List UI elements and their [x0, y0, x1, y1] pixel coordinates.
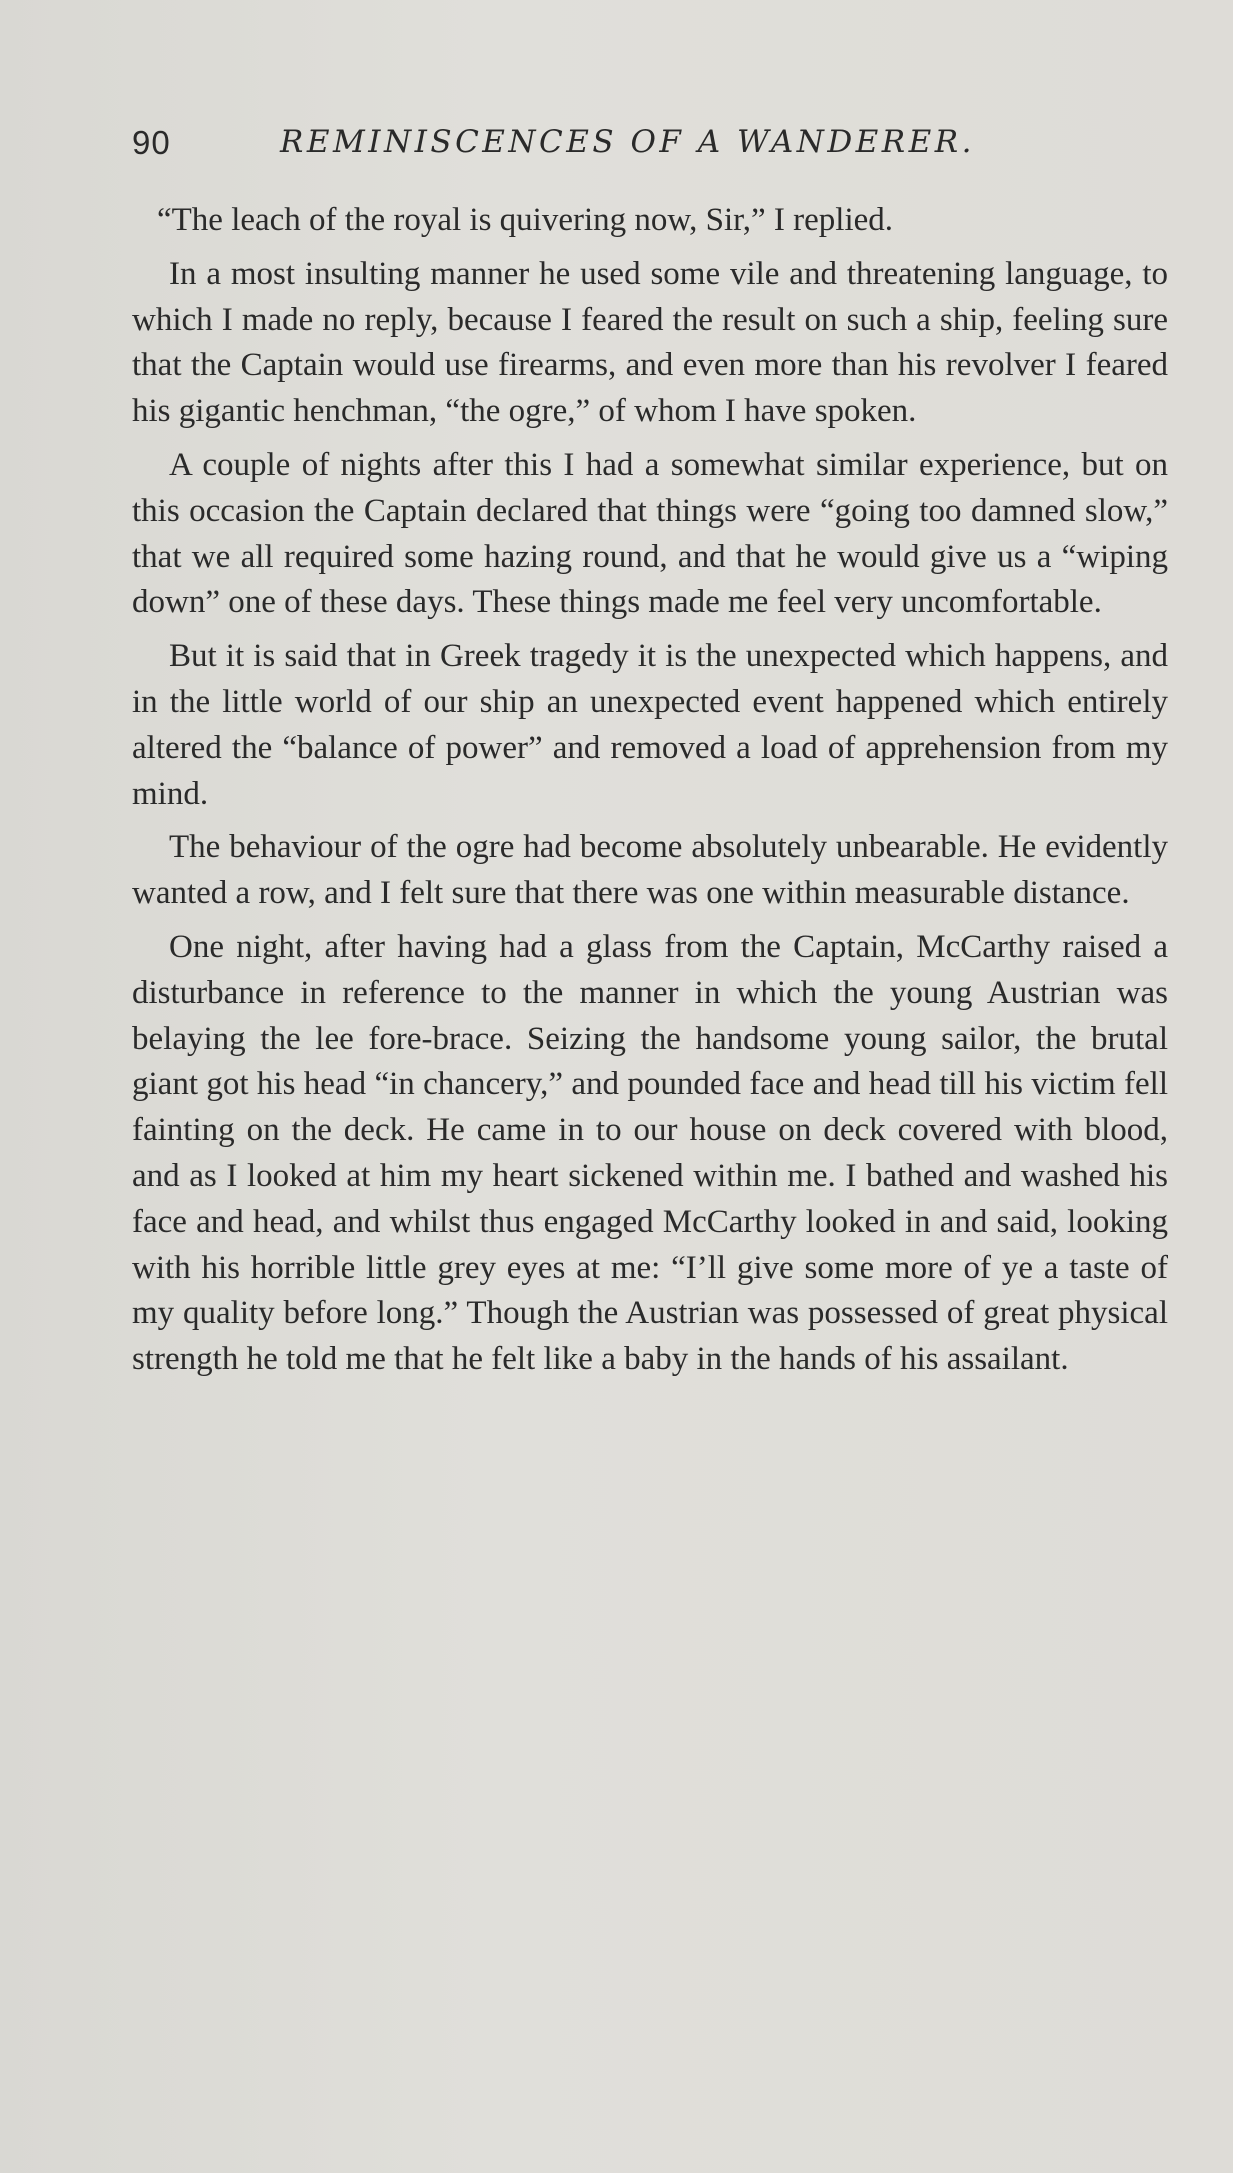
paragraph: But it is said that in Greek tragedy it is the unexpected which happens, and in the little world of our ship an unexpected event happened which entirely altered the “balance of power” and removed a load of apprehension from my mind. [132, 638, 1168, 812]
paragraph: In a most insulting manner he used some vile and threatening language, to which I made no reply, because I feared the result on such a ship, feeling sure that the Captain would use firearms, and even more than his revolver I feared his gigantic henchman, “the ogre,” of whom I have spoken. [132, 255, 1168, 430]
paragraph: The behaviour of the ogre had become absolutely unbearable. He evidently wanted a row, and I felt sure that there was one within measurable distance. [132, 829, 1168, 912]
body-text [132, 198, 1168, 1391]
page-header [132, 124, 1132, 174]
paragraph: A couple of nights after this I had a somewhat similar experience, but on this occasion the Captain declared that things were “going too damned slow,” that we all required some hazing round, and that he would give us a “wiping down” one of these days. These things made me feel very uncomfortable. [132, 446, 1168, 621]
running-head: REMINISCENCES OF A WANDERER. [280, 124, 975, 160]
paragraph: “The leach of the royal is quivering now, Sir,” I replied. [157, 202, 894, 238]
paragraph: One night, after having had a glass from the Captain, McCarthy raised a disturbance in reference to the manner in which the young Austrian was belaying the lee fore-brace. Seizing the handsome young sailor, the brutal giant got his head “in chancery,” and pounded face and head till his victim fell fainting on the deck. He came in to our house on deck covered with blood, and as I looked at him my heart sickened within me. I bathed and washed his face and head, and whilst thus engaged McCarthy looked in and said, looking with his horrible little grey eyes at me: “I’ll give some more of ye a taste of my quality before long.” Though the Austrian was possessed of great physical strength he told me that he felt like a baby in the hands of his assailant. [132, 928, 1168, 1378]
page-number: 90 [132, 124, 171, 161]
